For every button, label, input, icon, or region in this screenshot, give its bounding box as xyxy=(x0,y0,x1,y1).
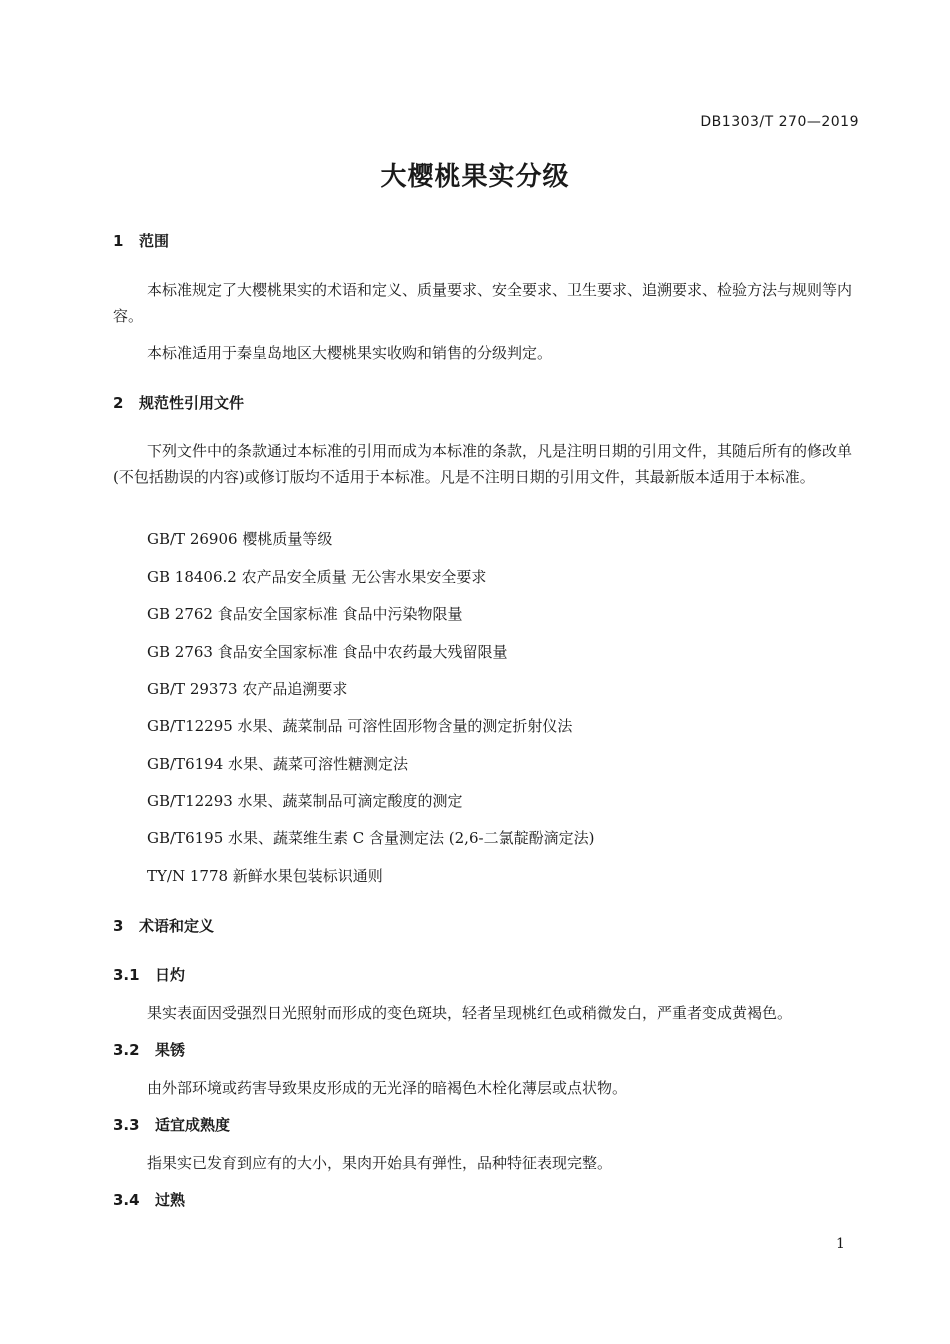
term-number: 3.1 xyxy=(113,966,140,984)
term-3-4-heading xyxy=(113,1189,185,1210)
section-number: 1 xyxy=(113,232,124,250)
term-number: 3.4 xyxy=(113,1191,140,1209)
section-1-paragraph-2: 本标准适用于秦皇岛地区大樱桃果实收购和销售的分级判定。 xyxy=(147,344,553,362)
term-title: 过熟 xyxy=(155,1191,186,1209)
term-number: 3.3 xyxy=(113,1116,140,1134)
term-number: 3.2 xyxy=(113,1041,140,1059)
section-number: 3 xyxy=(113,917,124,935)
reference-item: GB 2763 食品安全国家标准 食品中农药最大残留限量 xyxy=(147,643,508,661)
reference-item: TY/N 1778 新鲜水果包装标识通则 xyxy=(147,867,383,885)
term-3-3-definition: 指果实已发育到应有的大小，果肉开始具有弹性，品种特征表现完整。 xyxy=(147,1154,613,1172)
term-3-1-definition: 果实表面因受强烈日光照射而形成的变色斑块，轻者呈现桃红色或稍微发白，严重者变成黄褐色。 xyxy=(147,1004,793,1022)
term-title: 日灼 xyxy=(155,966,186,984)
section-1-heading xyxy=(113,230,169,251)
section-2-heading xyxy=(113,392,244,413)
reference-item: GB/T12295 水果、蔬菜制品 可溶性固形物含量的测定折射仪法 xyxy=(147,717,573,735)
term-3-1-heading xyxy=(113,964,185,985)
reference-item: GB/T6195 水果、蔬菜维生素 C 含量测定法 (2,6-二氯靛酚滴定法) xyxy=(147,829,595,847)
term-title: 适宜成熟度 xyxy=(155,1116,231,1134)
section-title: 规范性引用文件 xyxy=(139,394,245,412)
section-1-paragraph-1: 本标准规定了大樱桃果实的术语和定义、质量要求、安全要求、卫生要求、追溯要求、检验方法与规则等内容。 xyxy=(113,281,853,325)
document-title: 大樱桃果实分级 xyxy=(380,162,570,192)
reference-item: GB 18406.2 农产品安全质量 无公害水果安全要求 xyxy=(147,568,487,586)
reference-item: GB/T6194 水果、蔬菜可溶性糖测定法 xyxy=(147,755,409,773)
reference-item: GB/T 26906 樱桃质量等级 xyxy=(147,530,333,548)
section-3-heading xyxy=(113,915,214,936)
reference-item: GB/T 29373 农产品追溯要求 xyxy=(147,680,348,698)
term-3-2-definition: 由外部环境或药害导致果皮形成的无光泽的暗褐色木栓化薄层或点状物。 xyxy=(147,1079,628,1097)
term-3-3-heading xyxy=(113,1114,230,1135)
term-title: 果锈 xyxy=(155,1041,186,1059)
section-title: 术语和定义 xyxy=(139,917,215,935)
page-number: 1 xyxy=(836,1236,845,1252)
section-number: 2 xyxy=(113,394,124,412)
reference-item: GB 2762 食品安全国家标准 食品中污染物限量 xyxy=(147,605,463,623)
reference-item: GB/T12293 水果、蔬菜制品可滴定酸度的测定 xyxy=(147,792,463,810)
term-3-2-heading xyxy=(113,1039,185,1060)
section-2-intro: 下列文件中的条款通过本标准的引用而成为本标准的条款，凡是注明日期的引用文件，其随后所有的修改单(不包括勘误的内容)或修订版均不适用于本标准。凡是不注明日期的引用文件，其最新版本适用于本标准。 xyxy=(113,442,853,486)
section-title: 范围 xyxy=(139,232,170,250)
standard-code: DB1303/T 270—2019 xyxy=(700,114,859,130)
